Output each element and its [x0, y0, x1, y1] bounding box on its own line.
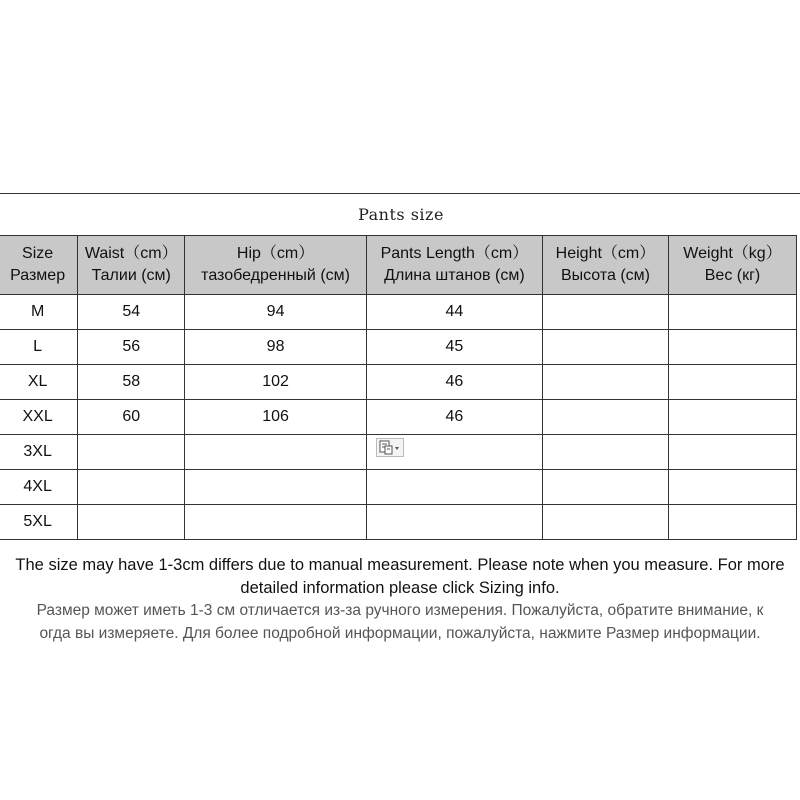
cell-weight	[669, 470, 797, 505]
header-pants-length-en: Pants Length（cm）	[380, 245, 529, 262]
header-hip-en: Hip（cm）	[236, 245, 315, 262]
cell-size: XXL	[0, 400, 78, 435]
cell-weight	[669, 330, 797, 365]
cell-size: 5XL	[0, 505, 78, 540]
note-ru-line-2: огда вы измеряете. Для более подробной информации, пожалуйста, нажмите Размер информации.	[39, 625, 761, 642]
cell-waist	[78, 470, 185, 505]
cell-pants-length: 46	[366, 365, 542, 400]
cell-weight	[669, 505, 797, 540]
table-row-m	[0, 295, 797, 330]
cell-hip	[185, 470, 367, 505]
cell-pants-length	[366, 505, 542, 540]
header-pants-length-ru: Длина штанов (см)	[384, 267, 525, 284]
header-size	[0, 236, 78, 295]
header-height-ru: Высота (см)	[560, 267, 650, 284]
cell-pants-length: 46	[366, 400, 542, 435]
cell-hip	[185, 435, 367, 470]
title-row	[0, 193, 800, 235]
header-weight-ru: Вес (кг)	[704, 267, 761, 284]
header-waist-en: Waist（cm）	[84, 245, 178, 262]
measurement-note-en	[0, 554, 800, 600]
chart-title: Pants size	[358, 205, 444, 224]
cell-waist	[78, 435, 185, 470]
cell-hip: 102	[185, 365, 367, 400]
cell-hip	[185, 505, 367, 540]
cell-size: XL	[0, 365, 78, 400]
cell-pants-length	[366, 470, 542, 505]
header-hip	[185, 236, 367, 295]
header-waist-ru: Талии (см)	[91, 267, 171, 284]
cell-size: 3XL	[0, 435, 78, 470]
header-waist	[78, 236, 185, 295]
header-pants-length	[366, 236, 542, 295]
cell-hip: 94	[185, 295, 367, 330]
cell-hip: 98	[185, 330, 367, 365]
cell-waist: 54	[78, 295, 185, 330]
header-height	[542, 236, 668, 295]
header-height-en: Height（cm）	[555, 245, 656, 262]
cell-waist: 60	[78, 400, 185, 435]
measurement-note-ru	[0, 599, 800, 645]
cell-waist: 58	[78, 365, 185, 400]
note-en-line-2: detailed information please click Sizing info.	[240, 579, 560, 597]
cell-height	[542, 295, 668, 330]
table-header-row	[0, 236, 797, 295]
table-row-5xl	[0, 505, 797, 540]
cell-pants-length: 45	[366, 330, 542, 365]
note-ru-line-1: Размер может иметь 1-3 см отличается из-за ручного измерения. Пожалуйста, обратите внимание, к	[36, 602, 764, 619]
cell-height	[542, 505, 668, 540]
header-size-en: Size	[22, 245, 54, 262]
cell-waist	[78, 505, 185, 540]
header-size-ru: Размер	[10, 267, 66, 284]
header-weight	[669, 236, 797, 295]
table-row-4xl	[0, 470, 797, 505]
cell-hip: 106	[185, 400, 367, 435]
note-en-line-1: The size may have 1-3cm differs due to manual measurement. Please note when you measure. For more	[15, 556, 785, 574]
paste-options-glyph	[377, 439, 403, 456]
header-hip-ru: тазобедренный (см)	[201, 267, 350, 284]
cell-height	[542, 365, 668, 400]
cell-size: M	[0, 295, 78, 330]
cell-weight	[669, 400, 797, 435]
cell-size: 4XL	[0, 470, 78, 505]
cell-height	[542, 400, 668, 435]
cell-height	[542, 435, 668, 470]
table-row-xxl	[0, 400, 797, 435]
table-row-l	[0, 330, 797, 365]
cell-height	[542, 330, 668, 365]
cell-weight	[669, 365, 797, 400]
cell-pants-length: 44	[366, 295, 542, 330]
cell-weight	[669, 295, 797, 330]
table-row-xl	[0, 365, 797, 400]
cell-size: L	[0, 330, 78, 365]
paste-options-icon[interactable]	[376, 438, 404, 457]
cell-weight	[669, 435, 797, 470]
header-weight-en: Weight（kg）	[683, 245, 782, 262]
cell-waist: 56	[78, 330, 185, 365]
cell-height	[542, 470, 668, 505]
size-table	[0, 235, 797, 540]
